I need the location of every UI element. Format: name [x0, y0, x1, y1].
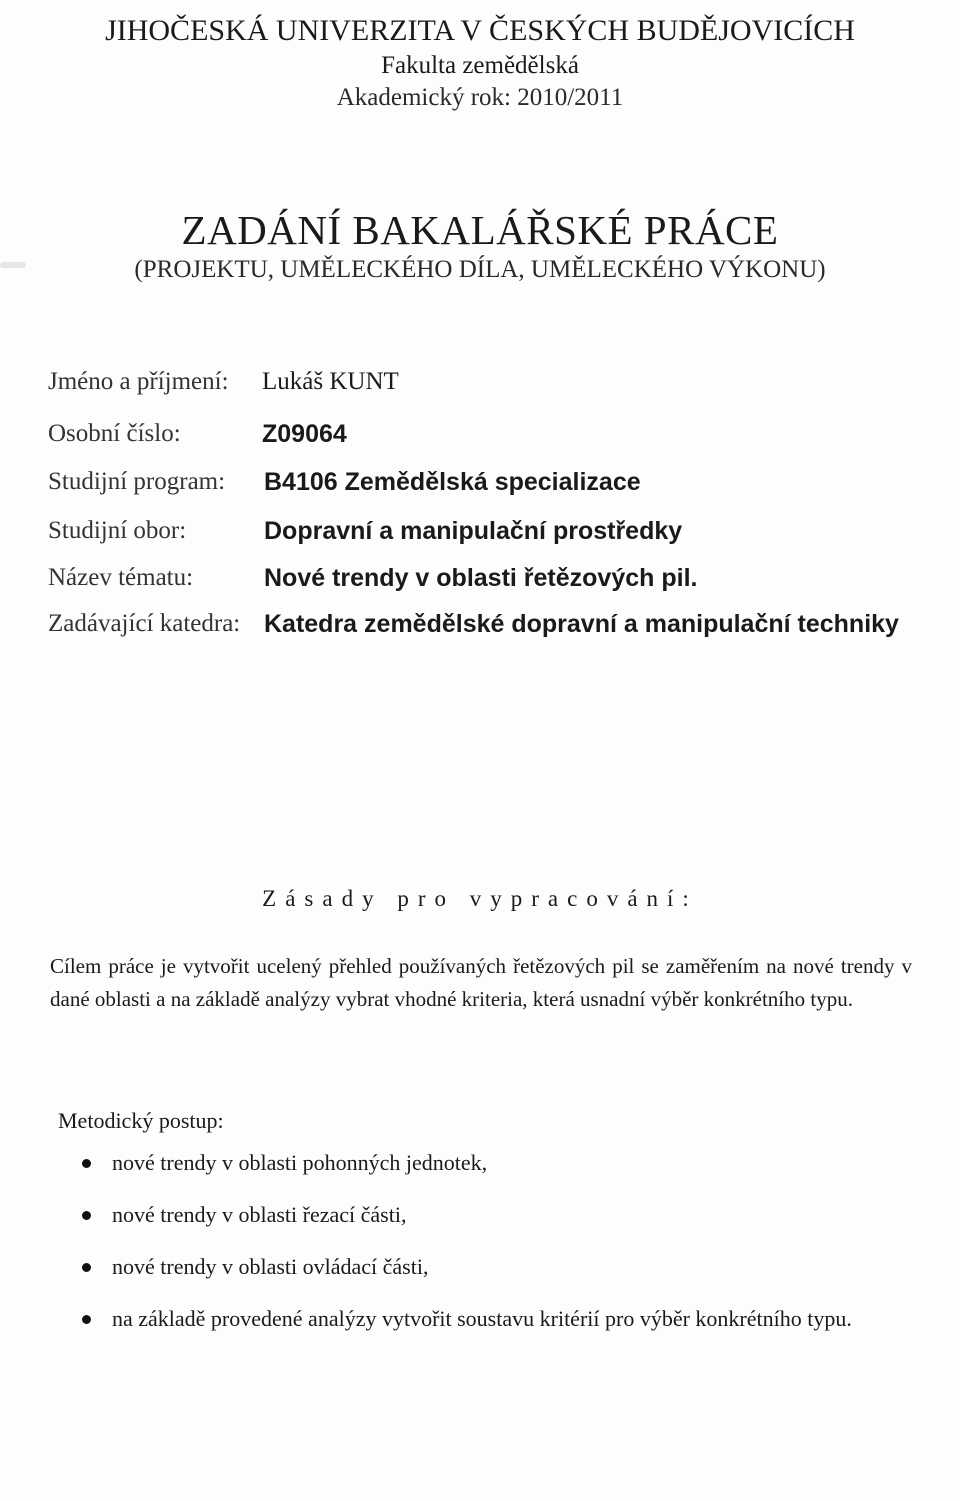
info-value: Katedra zemědělské dopravní a manipulační techniky — [264, 610, 899, 638]
list-item — [82, 1150, 942, 1202]
info-label: Studijní obor: — [48, 517, 187, 544]
aim-paragraph: Cílem práce je vytvořit ucelený přehled používaných řetězových pil se zaměřením na nové trendy v dané oblasti a na základě analýzy vybrat vhodné kriteria, která usnadní výběr konkrétního typu. — [50, 954, 912, 1011]
info-value: Lukáš KUNT — [262, 368, 399, 395]
list-item-text: nové trendy v oblasti ovládací části, — [112, 1254, 429, 1279]
bullet-icon — [82, 1315, 91, 1324]
list-item-text: nové trendy v oblasti pohonných jednotek, — [112, 1150, 488, 1175]
info-label: Osobní číslo: — [48, 420, 181, 447]
method-steps-list — [82, 1150, 942, 1358]
info-value: Nové trendy v oblasti řetězových pil. — [264, 564, 698, 592]
info-label: Jméno a příjmení: — [48, 368, 229, 395]
bullet-icon — [82, 1211, 91, 1220]
guidelines-heading: Zásady pro vypracování: — [262, 886, 698, 911]
bullet-icon — [82, 1263, 91, 1272]
info-label: Zadávající katedra: — [48, 610, 241, 637]
info-value: B4106 Zemědělská specializace — [264, 468, 641, 496]
info-row-study-program — [48, 468, 928, 508]
list-item — [82, 1202, 942, 1254]
info-value: Z09064 — [262, 420, 347, 448]
info-label: Studijní program: — [48, 468, 226, 495]
academic-year: Akademický rok: 2010/2011 — [336, 84, 624, 111]
info-value: Dopravní a manipulační prostředky — [264, 517, 683, 545]
info-row-name — [48, 368, 928, 408]
faculty-name: Fakulta zemědělská — [381, 52, 579, 79]
info-row-study-field — [48, 517, 928, 557]
method-heading: Metodický postup: — [58, 1108, 224, 1133]
list-item-text: nové trendy v oblasti řezací části, — [112, 1202, 407, 1227]
info-row-topic — [48, 564, 928, 604]
info-row-department — [48, 610, 928, 650]
info-label: Název tématu: — [48, 564, 194, 591]
info-row-personal-number — [48, 420, 928, 460]
document-subtitle: (PROJEKTU, UMĚLECKÉHO DÍLA, UMĚLECKÉHO VÝKONU) — [134, 256, 826, 283]
university-name: JIHOČESKÁ UNIVERZITA V ČESKÝCH BUDĚJOVICÍCH — [105, 14, 855, 47]
bullet-icon — [82, 1159, 91, 1168]
list-item-text: na základě provedené analýzy vytvořit soustavu kritérií pro výběr konkrétního typu. — [112, 1306, 852, 1331]
document-title: ZADÁNÍ BAKALÁŘSKÉ PRÁCE — [181, 207, 779, 253]
list-item — [82, 1306, 942, 1358]
list-item — [82, 1254, 942, 1306]
